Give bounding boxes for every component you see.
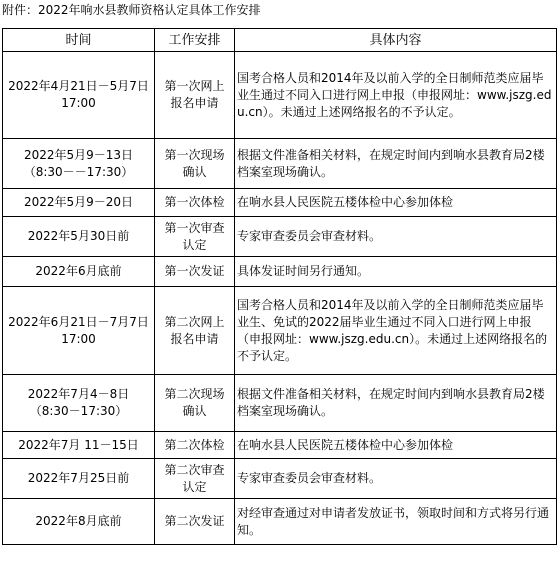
cell-detail: 国考合格人员和2014年及以前入学的全日制师范类应届毕业生、免试的2022届毕业生通过不同入口进行网上申报（申报网址：www.jszg.edu.cn）。未通过上述网络报名的不予认定。 [235,287,557,375]
time-line: 2022年7月 11－15日 [18,437,139,452]
cell-detail: 国考合格人员和2014年及以前入学的全日制师范类应届毕业生通过不同入口进行网上申报（申报网址：www.jszg.edu.cn）。未通过上述网络报名的不予认定。 [235,52,557,139]
cell-task [155,52,235,139]
cell-task [155,459,235,499]
table-body [3,52,557,545]
cell-task [155,189,235,217]
time-line: 2022年4月21日－5月7日 [8,79,149,93]
task-line: 报名申请 [170,331,219,346]
task-line: 第二次现场 [164,387,225,401]
task-line: 认定 [182,479,207,494]
task-line: 报名申请 [170,96,219,110]
header-detail: 具体内容 [235,29,557,52]
cell-detail: 在响水县人民医院五楼体检中心参加体检 [235,432,557,459]
cell-detail: 根据文件准备相关材料，在规定时间内到响水县教育局2楼档案室现场确认。 [235,139,557,189]
cell-time [3,139,155,189]
table-row [3,375,557,432]
cell-time [3,375,155,432]
task-line: 第一次审查 [164,220,225,235]
cell-time [3,189,155,217]
time-line: 17:00 [61,96,96,110]
time-line: 2022年5月9－13日 [23,147,134,162]
task-line: 认定 [182,237,207,252]
time-line: 2022年6月底前 [35,264,122,278]
time-line: 2022年6月21日－7月7日 [8,314,149,329]
cell-task [155,432,235,459]
table-row [3,217,557,257]
cell-detail: 对经审查通过对申请者发放证书，领取时间和方式将另行通知。 [235,499,557,545]
task-line: 第二次审查 [164,462,225,477]
header-task: 工作安排 [155,29,235,52]
cell-time [3,287,155,375]
table-row [3,189,557,217]
cell-time [3,432,155,459]
cell-time [3,257,155,287]
cell-task [155,287,235,375]
table-row [3,459,557,499]
cell-time [3,459,155,499]
task-line: 第一次体检 [164,195,225,209]
cell-time [3,217,155,257]
time-line: 2022年5月9－20日 [23,195,134,209]
cell-detail: 具体发证时间另行通知。 [235,257,557,287]
time-line: 2022年7月4－8日 [27,387,130,401]
table-row [3,499,557,545]
cell-detail: 专家审查委员会审查材料。 [235,217,557,257]
time-line: 2022年8月底前 [35,514,122,528]
task-line: 确认 [182,404,207,418]
header-time: 时间 [3,29,155,52]
cell-task [155,499,235,545]
task-line: 第二次体检 [164,437,225,452]
cell-detail: 根据文件准备相关材料，在规定时间内到响水县教育局2楼档案室现场确认。 [235,375,557,432]
table-row [3,432,557,459]
task-line: 第二次发证 [164,514,225,528]
task-line: 第一次发证 [164,264,225,278]
task-line: 第一次网上 [164,79,225,93]
page-title: 附件：2022年响水县教师资格认定具体工作安排 [2,3,261,17]
task-line: 第一次现场 [164,147,225,162]
task-line: 第二次网上 [164,314,225,329]
table-header-row [3,29,557,52]
time-line: 17:00 [61,331,96,346]
time-line: （8:30－－17:30） [23,164,134,179]
time-line: 2022年5月30日前 [27,229,130,243]
task-line: 确认 [182,164,207,179]
cell-task [155,375,235,432]
time-line: （8:30－17:30） [29,404,128,418]
cell-task [155,139,235,189]
cell-detail: 在响水县人民医院五楼体检中心参加体检 [235,189,557,217]
table-row [3,287,557,375]
cell-task [155,217,235,257]
time-line: 2022年7月25日前 [27,471,130,485]
table-row [3,139,557,189]
table-row [3,52,557,139]
table-row [3,257,557,287]
cell-time [3,499,155,545]
cell-task [155,257,235,287]
schedule-table [2,28,557,545]
cell-time [3,52,155,139]
cell-detail: 专家审查委员会审查材料。 [235,459,557,499]
